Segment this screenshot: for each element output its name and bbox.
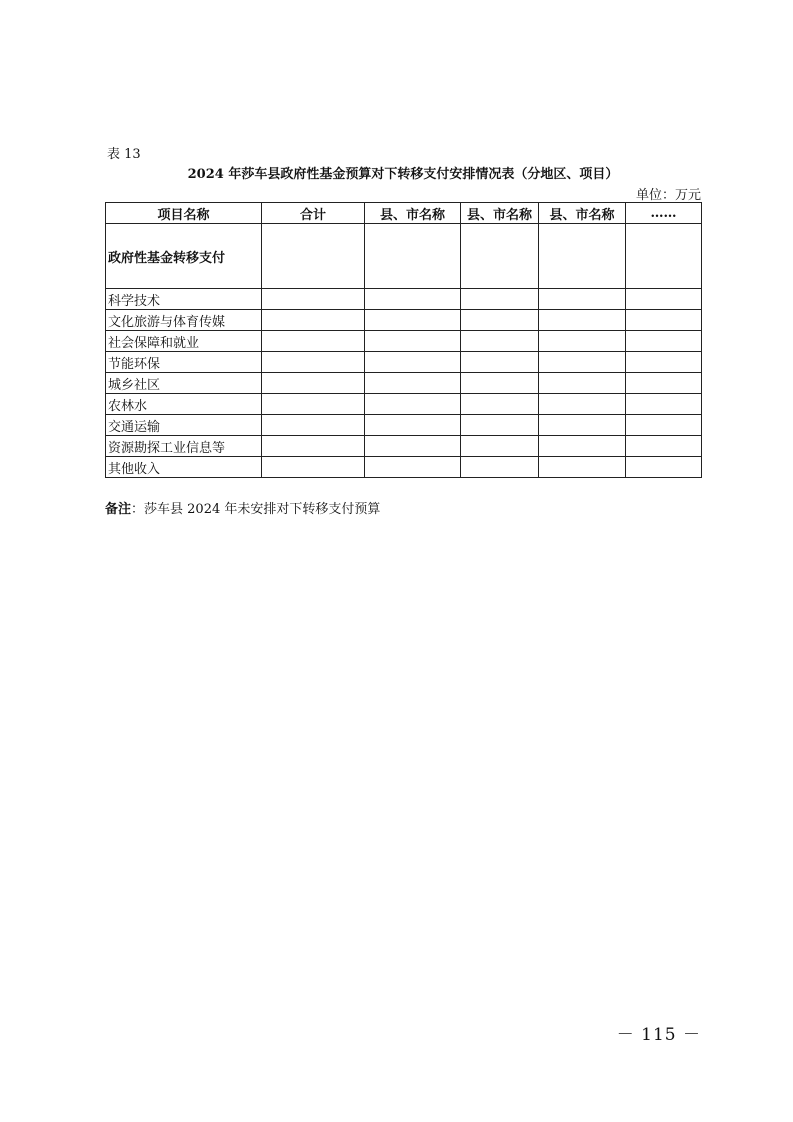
header-item-name: 项目名称: [106, 203, 262, 224]
header-county-3: 县、市名称: [539, 203, 626, 224]
row-label: 节能环保: [106, 352, 262, 373]
cell: [626, 224, 702, 289]
row-label: 交通运输: [106, 415, 262, 436]
note-separator: ：: [131, 502, 145, 517]
document-title: 2024 年莎车县政府性基金预算对下转移支付安排情况表（分地区、项目）: [187, 167, 619, 182]
table-row: [106, 289, 702, 310]
table-row: [106, 331, 702, 352]
cell: [461, 373, 539, 394]
cell: [365, 415, 461, 436]
cell: [262, 289, 365, 310]
table-header-row: [106, 203, 702, 224]
note-text: 莎车县 2024 年未安排对下转移支付预算: [144, 502, 381, 517]
cell: [461, 436, 539, 457]
cell: [365, 289, 461, 310]
cell: [262, 310, 365, 331]
header-county-1: 县、市名称: [365, 203, 461, 224]
header-more: ……: [626, 203, 702, 224]
row-label: 社会保障和就业: [106, 331, 262, 352]
row-label: 资源勘探工业信息等: [106, 436, 262, 457]
cell: [365, 394, 461, 415]
cell: [365, 331, 461, 352]
table-row: [106, 457, 702, 478]
cell: [461, 224, 539, 289]
table-row: [106, 373, 702, 394]
unit-label: 单位：万元: [635, 188, 701, 203]
cell: [461, 352, 539, 373]
cell: [539, 331, 626, 352]
cell: [626, 310, 702, 331]
cell: [626, 415, 702, 436]
cell: [539, 373, 626, 394]
cell: [539, 436, 626, 457]
note-label: 备注: [105, 502, 132, 517]
cell: [461, 394, 539, 415]
cell: [539, 310, 626, 331]
cell: [461, 289, 539, 310]
table-label: 表 13: [107, 147, 141, 162]
cell: [262, 373, 365, 394]
row-label: 政府性基金转移支付: [106, 224, 262, 289]
cell: [626, 352, 702, 373]
note: [105, 498, 380, 517]
cell: [461, 310, 539, 331]
cell: [539, 352, 626, 373]
cell: [539, 224, 626, 289]
cell: [626, 457, 702, 478]
cell: [626, 394, 702, 415]
cell: [365, 310, 461, 331]
cell: [365, 457, 461, 478]
cell: [262, 331, 365, 352]
table-row: [106, 394, 702, 415]
cell: [262, 457, 365, 478]
row-label: 城乡社区: [106, 373, 262, 394]
cell: [626, 373, 702, 394]
cell: [539, 394, 626, 415]
cell: [626, 289, 702, 310]
table-row: [106, 436, 702, 457]
transfer-payment-table: [105, 202, 702, 478]
cell: [365, 436, 461, 457]
cell: [461, 457, 539, 478]
cell: [262, 352, 365, 373]
cell: [539, 415, 626, 436]
header-county-2: 县、市名称: [461, 203, 539, 224]
cell: [626, 331, 702, 352]
table-row: [106, 415, 702, 436]
row-label: 文化旅游与体育传媒: [106, 310, 262, 331]
cell: [262, 436, 365, 457]
table-row: [106, 352, 702, 373]
table-row: [106, 224, 702, 289]
cell: [539, 289, 626, 310]
row-label: 其他收入: [106, 457, 262, 478]
table-row: [106, 310, 702, 331]
cell: [461, 331, 539, 352]
page-number: － 115 －: [616, 1025, 701, 1045]
cell: [365, 352, 461, 373]
cell: [262, 415, 365, 436]
cell: [262, 394, 365, 415]
cell: [626, 436, 702, 457]
header-total: 合计: [262, 203, 365, 224]
cell: [365, 373, 461, 394]
row-label: 农林水: [106, 394, 262, 415]
cell: [365, 224, 461, 289]
cell: [262, 224, 365, 289]
cell: [539, 457, 626, 478]
row-label: 科学技术: [106, 289, 262, 310]
cell: [461, 415, 539, 436]
